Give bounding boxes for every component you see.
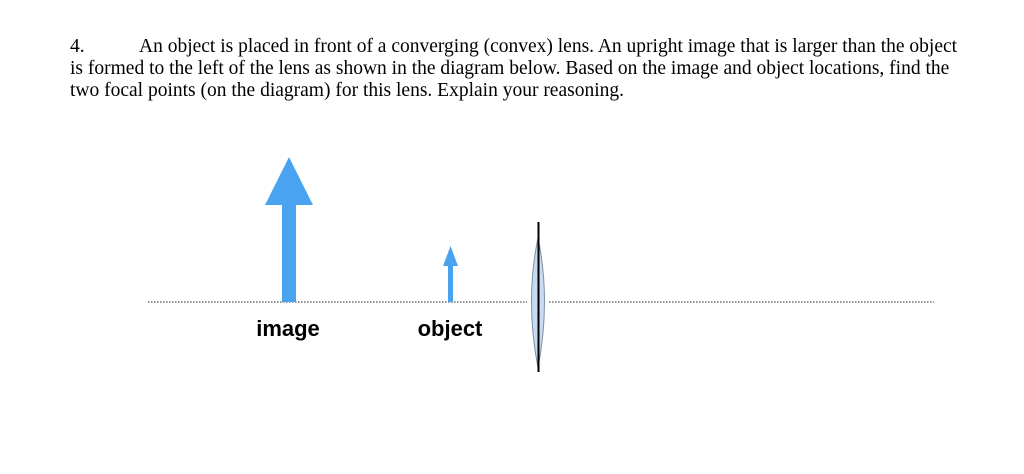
question-prompt: An object is placed in front of a converging (convex) lens. An upright image that is larger than the object is formed to the left of the lens as shown in the diagram below. Based on the image and object locations, find the two focal points (on the diagram) for this lens. Explain your reasoning. xyxy=(70,36,958,101)
image-label: image xyxy=(256,316,320,341)
object-label: object xyxy=(417,316,483,341)
image-arrow xyxy=(265,157,313,302)
convex-lens xyxy=(532,222,545,372)
object-arrow xyxy=(443,246,458,302)
question-number: 4. xyxy=(70,36,85,57)
